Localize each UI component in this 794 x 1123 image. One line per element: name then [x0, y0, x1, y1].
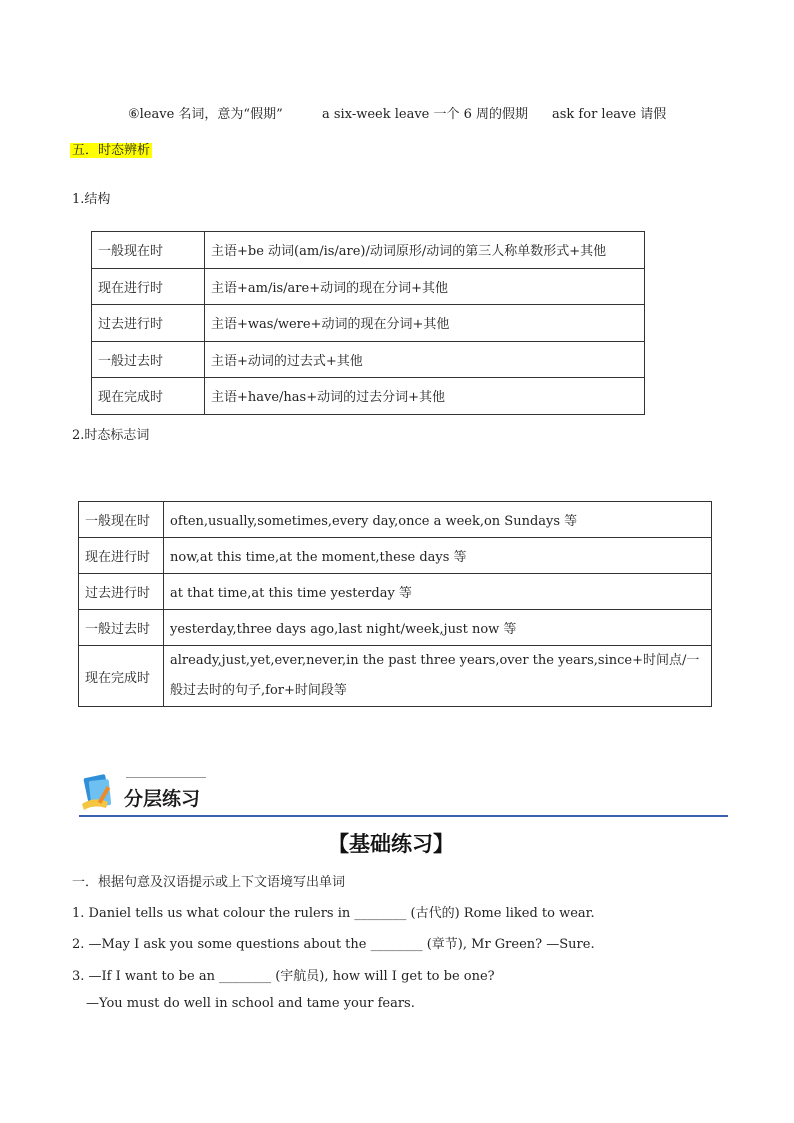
exercise-1-heading: 一．根据句意及汉语提示或上下文语境写出单词 — [72, 875, 346, 890]
question-3: 3. —If I want to be an ________ (宇航员), how will I get to be one? — [72, 969, 495, 984]
question-2: 2. —May I ask you some questions about the ________ (章节), Mr Green? —Sure. — [72, 937, 595, 952]
signal-words-subtitle: 2.时态标志词 — [72, 428, 150, 443]
structure-table — [91, 231, 645, 415]
table-row — [79, 646, 712, 707]
leave-note-2: a six-week leave 一个 6 周的假期 — [322, 107, 529, 122]
table-row — [92, 232, 645, 269]
table-row — [79, 502, 712, 538]
table-row — [92, 268, 645, 305]
words-cell: at that time,at this time yesterday 等 — [164, 574, 712, 610]
tense-cell: 一般现在时 — [92, 232, 205, 269]
table-row — [79, 610, 712, 646]
tense-cell: 现在进行时 — [92, 268, 205, 305]
form-cell: 主语+am/is/are+动词的现在分词+其他 — [205, 268, 645, 305]
form-cell: 主语+have/has+动词的过去分词+其他 — [205, 378, 645, 415]
tense-cell: 一般现在时 — [79, 502, 164, 538]
tense-cell: 一般过去时 — [79, 610, 164, 646]
tense-cell: 现在完成时 — [79, 646, 164, 707]
form-cell: 主语+be 动词(am/is/are)/动词原形/动词的第三人称单数形式+其他 — [205, 232, 645, 269]
tense-cell: 现在进行时 — [79, 538, 164, 574]
notebook-icon — [78, 772, 120, 812]
form-cell: 主语+was/were+动词的现在分词+其他 — [205, 305, 645, 342]
question-3-answer: —You must do well in school and tame your fears. — [86, 996, 415, 1011]
signal-words-table — [78, 501, 712, 707]
table-row — [79, 538, 712, 574]
tense-cell: 过去进行时 — [79, 574, 164, 610]
form-cell: 主语+动词的过去式+其他 — [205, 341, 645, 378]
section-5-title-text: 五．时态辨析 — [72, 143, 151, 158]
tense-cell: 现在完成时 — [92, 378, 205, 415]
leave-note-1: ⑥leave 名词，意为“假期” — [128, 107, 283, 122]
words-cell: already,just,yet,ever,never,in the past three years,over the years,since+时间点/一般过去时的句子,for+时间段等 — [164, 646, 712, 707]
practice-banner-title: 分层练习 — [124, 788, 201, 810]
table-row — [79, 574, 712, 610]
table-row — [92, 341, 645, 378]
section-5-title — [70, 139, 152, 158]
basic-practice-title: 【基础练习】 — [328, 831, 454, 856]
table-row — [92, 378, 645, 415]
tense-cell: 一般过去时 — [92, 341, 205, 378]
section-rule — [79, 815, 728, 817]
words-cell: often,usually,sometimes,every day,once a week,on Sundays 等 — [164, 502, 712, 538]
banner-divider — [126, 777, 206, 778]
leave-note-3: ask for leave 请假 — [552, 107, 667, 122]
words-cell: yesterday,three days ago,last night/week,just now 等 — [164, 610, 712, 646]
question-1: 1. Daniel tells us what colour the rulers in ________ (古代的) Rome liked to wear. — [72, 906, 595, 921]
tense-cell: 过去进行时 — [92, 305, 205, 342]
structure-subtitle: 1.结构 — [72, 192, 111, 207]
words-cell: now,at this time,at the moment,these days 等 — [164, 538, 712, 574]
table-row — [92, 305, 645, 342]
